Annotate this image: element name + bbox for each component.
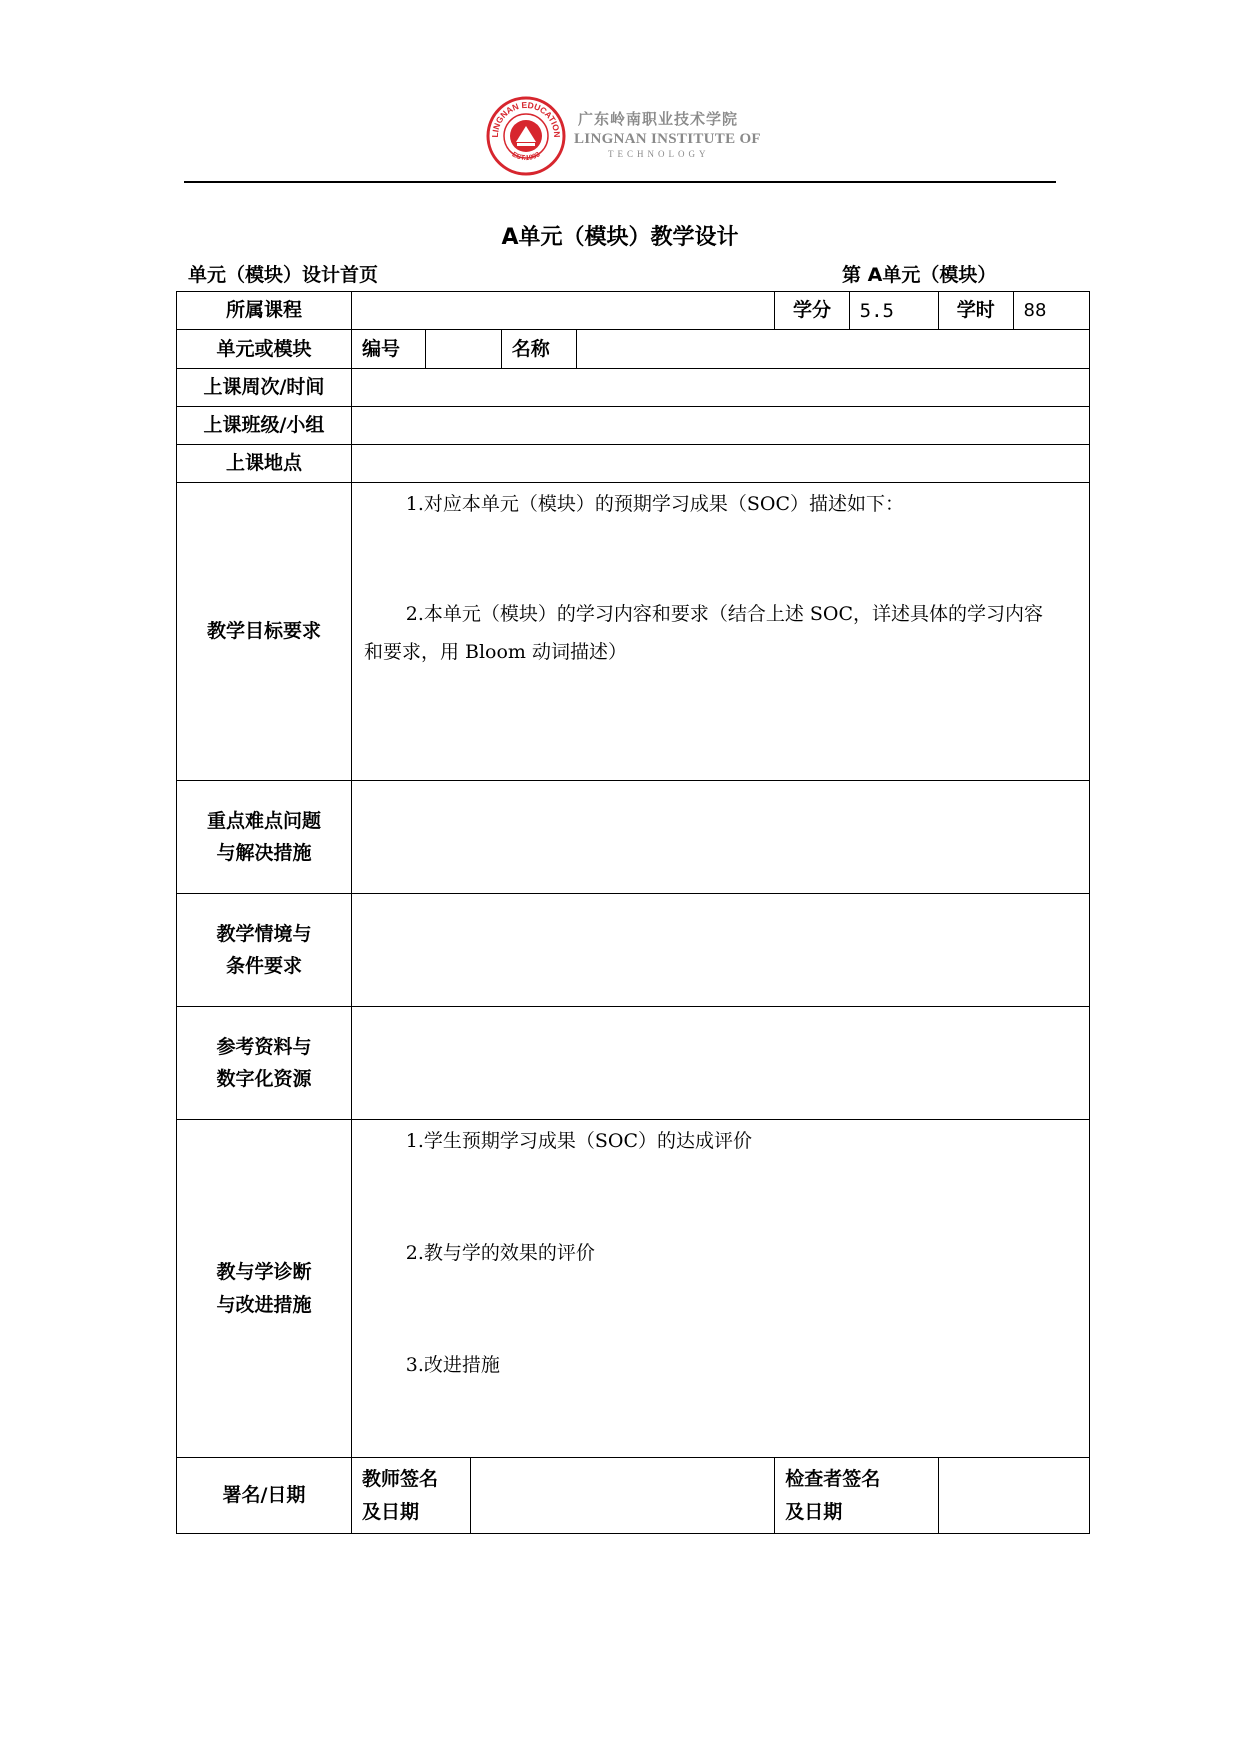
course-label: 所属课程 — [177, 292, 352, 330]
checker-sign-label — [775, 1458, 939, 1534]
logo-ring-bottom-text: EST.1993 — [510, 151, 542, 163]
logo-ring-top-text: LINGNAN EDUCATION — [489, 99, 563, 138]
teacher-sign-label-line2: 及日期 — [361, 1500, 419, 1523]
class-value[interactable] — [351, 407, 1089, 445]
table-row — [177, 894, 1090, 1007]
diagnosis-item-3: 3.改进措施 — [405, 1354, 500, 1376]
objectives-item-1: 1.对应本单元（模块）的预期学习成果（SOC）描述如下： — [405, 493, 904, 515]
table-row — [177, 1458, 1090, 1534]
table-row — [177, 369, 1090, 407]
keypoints-label-line1: 重点难点问题 — [206, 809, 321, 832]
resources-label-line1: 参考资料与 — [216, 1035, 312, 1058]
table-row — [177, 407, 1090, 445]
teacher-sign-label-line1: 教师签名 — [361, 1468, 438, 1491]
diagnosis-item-1: 1.学生预期学习成果（SOC）的达成评价 — [405, 1130, 752, 1152]
table-row — [177, 330, 1090, 369]
keypoints-label — [177, 781, 352, 894]
context-value[interactable] — [351, 894, 1089, 1007]
credit-value[interactable]: 5.5 — [849, 292, 938, 330]
school-name-block — [574, 108, 774, 159]
diagnosis-label — [177, 1120, 352, 1458]
header-divider — [184, 181, 1056, 183]
resources-value[interactable] — [351, 1007, 1089, 1120]
subtitle-right: 第 A单元（模块） — [842, 264, 997, 286]
name-value[interactable] — [577, 330, 1090, 369]
teacher-sign-field[interactable] — [470, 1458, 775, 1534]
diagnosis-label-line1: 教与学诊断 — [216, 1261, 312, 1284]
hours-value[interactable]: 88 — [1013, 292, 1090, 330]
unit-design-form — [176, 291, 1090, 1534]
context-label-line2: 条件要求 — [225, 955, 302, 977]
objectives-item-2: 2.本单元（模块）的学习内容和要求（结合上述 SOC，详述具体的学习内容和要求，用 Bloom 动词描述） — [363, 603, 1044, 663]
course-value[interactable] — [351, 292, 774, 330]
class-label: 上课班级/小组 — [177, 407, 352, 445]
table-row — [177, 445, 1090, 483]
number-value[interactable] — [426, 330, 501, 369]
diagnosis-label-line2: 与改进措施 — [216, 1293, 312, 1316]
diagnosis-item-2: 2.教与学的效果的评价 — [405, 1242, 595, 1264]
keypoints-value[interactable] — [351, 781, 1089, 894]
table-row — [177, 1120, 1090, 1458]
location-label: 上课地点 — [177, 445, 352, 483]
resources-label-line2: 数字化资源 — [216, 1068, 312, 1090]
week-label: 上课周次/时间 — [177, 369, 352, 407]
unit-label: 单元或模块 — [177, 330, 352, 369]
lingnan-education-seal-icon — [486, 96, 566, 176]
context-label-line1: 教学情境与 — [216, 922, 312, 945]
sign-label: 署名/日期 — [177, 1458, 352, 1534]
table-row — [177, 292, 1090, 330]
subtitle-left: 单元（模块）设计首页 — [188, 264, 379, 286]
school-logo — [486, 96, 566, 176]
credit-label: 学分 — [775, 292, 849, 330]
keypoints-label-line2: 与解决措施 — [216, 842, 312, 864]
hours-label: 学时 — [939, 292, 1013, 330]
school-name-en-line2: TECHNOLOGY — [608, 149, 710, 159]
number-label: 编号 — [351, 330, 425, 369]
checker-sign-label-line1: 检查者签名 — [785, 1468, 881, 1491]
document-title: A单元（模块）教学设计 — [501, 225, 739, 250]
name-label: 名称 — [501, 330, 576, 369]
context-label — [177, 894, 352, 1007]
objectives-label: 教学目标要求 — [177, 483, 352, 781]
table-row — [177, 781, 1090, 894]
resources-label — [177, 1007, 352, 1120]
school-name-en-line1: LINGNAN INSTITUTE OF — [574, 131, 761, 147]
objectives-content[interactable] — [351, 483, 1089, 781]
location-value[interactable] — [351, 445, 1089, 483]
checker-sign-field[interactable] — [939, 1458, 1090, 1534]
table-row — [177, 1007, 1090, 1120]
school-name-cn: 广东岭南职业技术学院 — [578, 110, 739, 128]
week-value[interactable] — [351, 369, 1089, 407]
diagnosis-content[interactable] — [351, 1120, 1089, 1458]
table-row — [177, 483, 1090, 781]
svg-text:EST.1993 — [511, 151, 542, 162]
checker-sign-label-line2: 及日期 — [785, 1500, 843, 1523]
teacher-sign-label — [351, 1458, 470, 1534]
